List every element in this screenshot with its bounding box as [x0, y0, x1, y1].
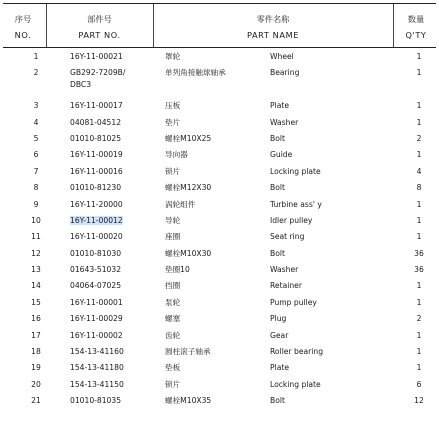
header-no-en: NO. — [14, 30, 32, 40]
row-number: 17 — [31, 330, 41, 340]
row-part-number — [70, 133, 121, 145]
row-part-name-en: Retainer — [270, 281, 302, 291]
part-number-text: 04081-04512 — [70, 117, 122, 127]
row-part-name-en: Guide — [270, 150, 293, 160]
header-part-no-zh: 部件号 — [87, 14, 112, 24]
row-part-number — [70, 362, 124, 374]
row-quantity: 1 — [416, 297, 422, 307]
row-number: 1 — [33, 52, 39, 61]
row-part-name-zh: 垫板 — [165, 363, 181, 373]
row-part-name-en: Plate — [270, 363, 289, 373]
header-qty-zh: 数量 — [407, 14, 425, 24]
row-number: 2 — [33, 68, 39, 78]
row-part-name-zh: 圆柱滚子轴承 — [165, 347, 211, 357]
header-part-no-en: PART NO. — [78, 30, 121, 40]
table-row — [0, 196, 439, 212]
row-quantity: 2 — [416, 314, 422, 324]
row-quantity: 1 — [416, 101, 422, 111]
row-part-number — [70, 346, 124, 358]
row-part-name-en: Bolt — [270, 183, 285, 193]
row-part-name-zh: 螺栓M10X25 — [165, 133, 212, 143]
row-number: 13 — [31, 265, 41, 275]
part-number-text: 154-13-41160 — [70, 347, 124, 357]
row-quantity: 36 — [414, 265, 424, 275]
row-part-number — [70, 67, 125, 91]
row-part-name-en: Washer — [270, 265, 299, 275]
row-quantity: 1 — [416, 199, 422, 209]
row-part-name-en: Seat ring — [270, 232, 305, 242]
row-part-number — [70, 100, 123, 112]
row-part-number — [70, 264, 121, 276]
row-part-number — [70, 330, 123, 342]
row-part-name-zh: 压板 — [165, 101, 181, 111]
row-quantity: 2 — [416, 133, 422, 143]
row-part-name-zh: 单列角接触球轴承 — [165, 68, 226, 78]
part-number-text: 16Y-11-20000 — [70, 199, 123, 209]
part-number-text: 16Y-11-00029 — [70, 314, 123, 324]
table-row — [0, 359, 439, 375]
row-part-number — [70, 51, 123, 63]
row-part-number — [70, 313, 123, 325]
row-part-number — [70, 395, 121, 407]
row-part-name-zh: 导轮 — [165, 215, 181, 225]
table-row — [0, 64, 439, 97]
part-number-text: 01010-81030 — [70, 248, 122, 258]
row-part-name-zh: 导向器 — [165, 150, 188, 160]
part-number-text: 154-13-41180 — [70, 363, 124, 373]
row-part-name-en: Pump pulley — [270, 297, 317, 307]
row-part-name-zh: 锁片 — [165, 379, 181, 389]
row-number: 3 — [33, 101, 39, 111]
row-number: 14 — [31, 281, 41, 291]
row-quantity: 1 — [416, 330, 422, 340]
header-no-zh: 序号 — [14, 14, 32, 24]
header-top-rule — [3, 3, 436, 4]
table-row — [0, 130, 439, 146]
row-number: 5 — [33, 133, 39, 143]
row-quantity: 36 — [414, 248, 424, 258]
table-row — [0, 343, 439, 359]
part-number-text: 01010-81025 — [70, 133, 122, 143]
row-quantity: 1 — [416, 232, 422, 242]
row-number: 12 — [31, 248, 41, 258]
part-number-text: 16Y-11-00019 — [70, 150, 123, 160]
row-number: 6 — [33, 150, 39, 160]
row-part-number — [70, 117, 121, 129]
table-row — [0, 163, 439, 179]
part-number-text: 16Y-11-00017 — [70, 101, 123, 111]
row-part-name-en: Bearing — [270, 68, 300, 78]
part-number-text: 16Y-11-00012 — [70, 215, 123, 225]
row-part-number — [70, 149, 123, 161]
header-qty-en: Q'TY — [405, 30, 427, 40]
row-quantity: 4 — [416, 166, 422, 176]
row-number: 15 — [31, 297, 41, 307]
row-part-name-en: Bolt — [270, 133, 285, 143]
row-part-number — [70, 199, 123, 211]
row-quantity: 1 — [416, 347, 422, 357]
table-row — [0, 146, 439, 162]
part-number-text: GB292-7209B/ — [70, 68, 126, 78]
row-quantity: 1 — [416, 52, 422, 61]
row-part-name-en: Plug — [270, 314, 287, 324]
table-row — [0, 277, 439, 293]
row-part-name-zh: 垫片 — [165, 117, 181, 127]
row-part-name-zh: 挡圈 — [165, 281, 181, 291]
row-part-name-en: Turbine ass' y — [270, 199, 322, 209]
row-part-name-zh: 泵轮 — [165, 297, 181, 307]
row-number: 19 — [31, 363, 41, 373]
row-number: 11 — [31, 232, 41, 242]
table-row — [0, 245, 439, 261]
part-number-text: 154-13-41150 — [70, 379, 124, 389]
part-number-text: 16Y-11-00020 — [70, 232, 123, 242]
row-part-name-en: Bolt — [270, 396, 285, 406]
row-part-name-en: Bolt — [270, 248, 285, 258]
row-part-name-zh: 涡轮组件 — [165, 199, 196, 209]
part-number-text: 16Y-11-00001 — [70, 297, 123, 307]
row-part-name-en: Gear — [270, 330, 289, 340]
row-part-name-zh: 锁片 — [165, 166, 181, 176]
row-part-name-en: Locking plate — [270, 379, 321, 389]
row-part-number — [70, 215, 123, 227]
part-number-text: 16Y-11-00021 — [70, 52, 123, 61]
row-part-name-zh: 螺栓M12X30 — [165, 183, 212, 193]
table-row — [0, 179, 439, 195]
row-part-number — [70, 231, 123, 243]
row-quantity: 1 — [416, 150, 422, 160]
table-row — [0, 228, 439, 244]
row-part-name-en: Plate — [270, 101, 289, 111]
parts-table-body — [0, 48, 439, 409]
part-number-text: 16Y-11-00016 — [70, 166, 123, 176]
row-part-name-zh: 螺栓M10X35 — [165, 396, 212, 406]
row-part-name-zh: 罩轮 — [165, 52, 181, 61]
table-row — [0, 114, 439, 130]
row-part-number — [70, 166, 123, 178]
table-row — [0, 327, 439, 343]
table-row — [0, 294, 439, 310]
table-row — [0, 376, 439, 392]
part-number-text: 01010-81035 — [70, 396, 122, 406]
row-quantity: 1 — [416, 117, 422, 127]
table-row — [0, 392, 439, 408]
row-part-number — [70, 280, 121, 292]
table-header — [0, 3, 439, 48]
row-quantity: 1 — [416, 215, 422, 225]
row-quantity: 12 — [414, 396, 424, 406]
table-row — [0, 97, 439, 113]
row-number: 10 — [31, 215, 41, 225]
row-quantity: 8 — [416, 183, 422, 193]
row-part-number — [70, 182, 121, 194]
row-part-name-en: Idler pulley — [270, 215, 313, 225]
row-quantity: 6 — [416, 379, 422, 389]
row-quantity: 1 — [416, 281, 422, 291]
row-part-name-zh: 螺塞 — [165, 314, 181, 324]
row-number: 9 — [33, 199, 39, 209]
row-part-number — [70, 379, 124, 391]
row-number: 8 — [33, 183, 39, 193]
table-row — [0, 212, 439, 228]
row-part-name-en: Locking plate — [270, 166, 321, 176]
part-number-text: 01643-51032 — [70, 265, 122, 275]
row-number: 20 — [31, 379, 41, 389]
row-part-name-zh: 齿轮 — [165, 330, 181, 340]
row-part-name-en: Wheel — [270, 52, 294, 61]
header-part-name-zh: 零件名称 — [256, 14, 290, 24]
row-part-number — [70, 248, 121, 260]
row-part-name-zh: 垫圈10 — [165, 265, 190, 275]
row-part-name-zh: 座圈 — [165, 232, 181, 242]
part-number-text: 01010-81230 — [70, 183, 122, 193]
row-quantity: 1 — [416, 68, 422, 78]
part-number-text: 16Y-11-00002 — [70, 330, 123, 340]
table-row — [0, 48, 439, 64]
row-part-name-en: Roller bearing — [270, 347, 324, 357]
row-number: 18 — [31, 347, 41, 357]
row-part-name-zh: 螺栓M10X30 — [165, 248, 212, 258]
part-number-text-line2: DBC3 — [70, 80, 92, 90]
header-part-name-en: PART NAME — [246, 30, 300, 40]
row-number: 4 — [33, 117, 39, 127]
row-part-name-en: Washer — [270, 117, 299, 127]
row-number: 7 — [33, 166, 39, 176]
table-row — [0, 261, 439, 277]
table-row — [0, 310, 439, 326]
row-number: 16 — [31, 314, 41, 324]
row-number: 21 — [31, 396, 41, 406]
row-quantity: 1 — [416, 363, 422, 373]
row-part-number — [70, 297, 123, 309]
part-number-text: 04064-07025 — [70, 281, 122, 291]
